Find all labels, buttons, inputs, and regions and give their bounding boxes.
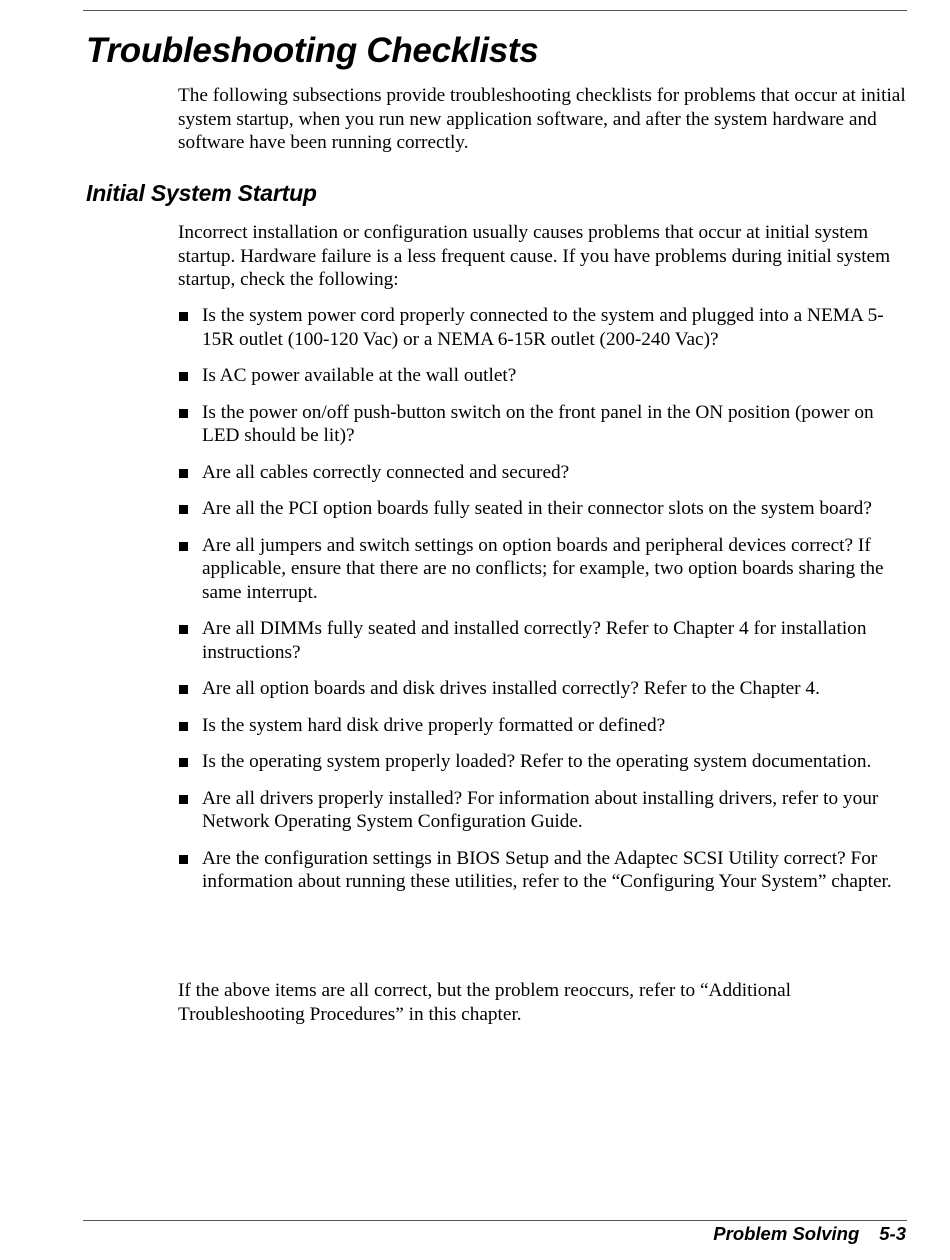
square-bullet-icon [179,625,188,634]
square-bullet-icon [179,312,188,321]
bottom-rule [83,1220,907,1221]
square-bullet-icon [179,722,188,731]
checklist-item [178,364,908,388]
checklist-item-text: Is the system power cord properly connected to the system and plugged into a NEMA 5-15R outlet (100-120 Vac) or a NEMA 6-15R outlet (200-240 Vac)? [202,305,884,350]
checklist-item [178,750,908,774]
checklist-item [178,304,908,351]
footer-chapter: Problem Solving [713,1223,860,1244]
closing-paragraph: If the above items are all correct, but the problem reoccurs, refer to “Additional Troubleshooting Procedures” in this chapter. [178,980,791,1025]
section-heading: Initial System Startup [86,180,317,206]
section-intro-paragraph: Incorrect installation or configuration usually causes problems that occur at initial system startup. Hardware failure is a less frequent cause. If you have problems during initial system startup, check the following: [178,222,891,290]
checklist-item-text: Is AC power available at the wall outlet? [202,365,517,386]
checklist-item-text: Are all option boards and disk drives installed correctly? Refer to the Chapter 4. [202,678,820,699]
checklist-item-text: Are all drivers properly installed? For information about installing drivers, refer to your Network Operating System Configuration Guide. [202,787,879,832]
intro-paragraph: The following subsections provide troubleshooting checklists for problems that occur at initial system startup, when you run new application software, and after the system hardware and software have been running correctly. [178,85,906,153]
checklist-item-text: Are all cables correctly connected and secured? [202,461,570,483]
startup-checklist [178,304,908,907]
square-bullet-icon [179,685,188,694]
square-bullet-icon [179,795,188,804]
checklist-item [178,401,908,448]
checklist-item [178,787,908,834]
square-bullet-icon [179,758,188,767]
page-title: Troubleshooting Checklists [86,31,539,70]
page-footer [713,1222,906,1246]
square-bullet-icon [179,372,188,381]
square-bullet-icon [179,855,188,864]
square-bullet-icon [179,469,188,478]
checklist-item-text: Are the configuration settings in BIOS Setup and the Adaptec SCSI Utility correct? For information about running these utilities, refer to the “Configuring Your System” chapter. [202,847,892,892]
square-bullet-icon [179,409,188,418]
checklist-item-text: Is the power on/off push-button switch on the front panel in the ON position (power on LED should be lit)? [202,401,874,446]
square-bullet-icon [179,542,188,551]
checklist-item [178,617,908,664]
checklist-item-text: Are all the PCI option boards fully seated in their connector slots on the system board? [202,498,872,519]
checklist-item [178,847,908,894]
checklist-item-text: Is the system hard disk drive properly formatted or defined? [202,714,666,736]
footer-page-number: 5-3 [879,1223,906,1244]
checklist-item [178,461,908,485]
checklist-item [178,534,908,605]
checklist-item [178,497,908,521]
top-rule [83,10,907,11]
checklist-item-text: Are all DIMMs fully seated and installed correctly? Refer to Chapter 4 for installation instructions? [202,618,867,663]
checklist-item [178,677,908,701]
checklist-item-text: Is the operating system properly loaded? Refer to the operating system documentation. [202,751,872,772]
checklist-item-text: Are all jumpers and switch settings on option boards and peripheral devices correct? If applicable, ensure that there are no conflicts; for example, two option boards sharing the same interrupt. [202,534,884,603]
square-bullet-icon [179,505,188,514]
checklist-item [178,714,908,738]
